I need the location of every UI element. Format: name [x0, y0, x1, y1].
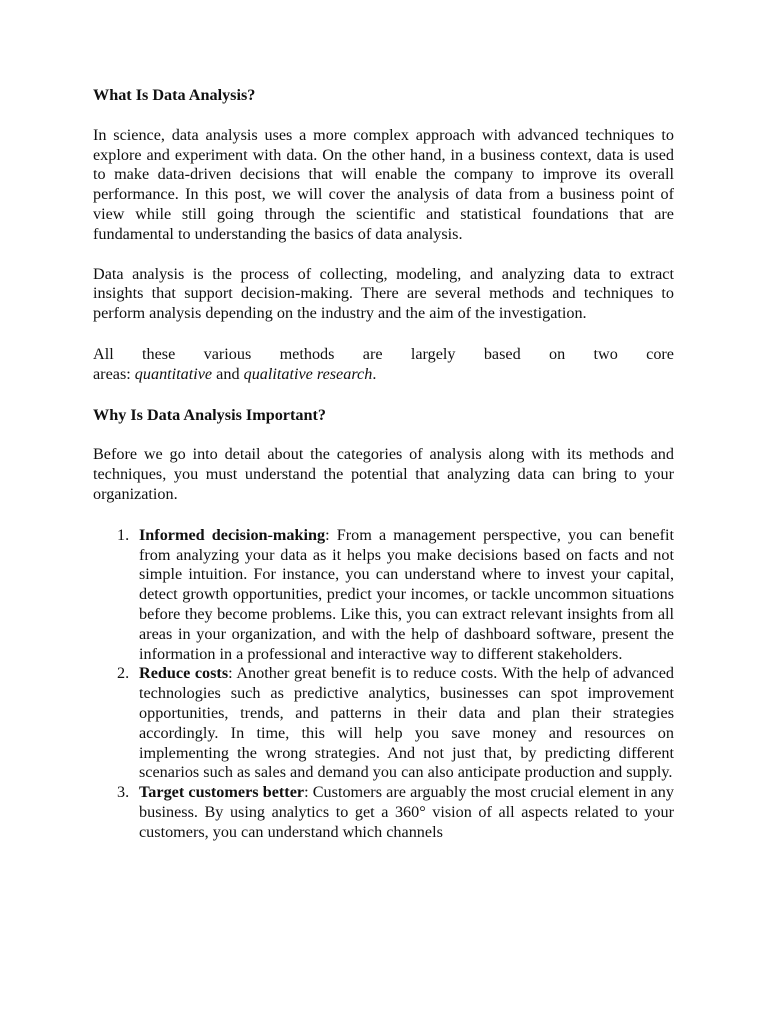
list-item-target-customers [93, 783, 674, 842]
list-item-text: : Another great benefit is to reduce costs. With the help of advanced technologies such as predictive analytics, businesses can spot improvement opportunities, trends, and patterns in their data and plan their strategies accordingly. In time, this will help you save money and resources on implementing the wrong strategies. And not just that, by predicting different scenarios such as sales and demand you can also anticipate production and supply. [139, 664, 674, 782]
list-item-title: Informed decision-making [139, 525, 326, 544]
core-areas-prefix: areas: [93, 364, 135, 383]
list-number: 1. [117, 525, 130, 544]
list-item-informed-decision-making [93, 526, 674, 665]
paragraph-definition: Data analysis is the process of collecting, modeling, and analyzing data to extract insights that support decision-making. There are several methods and techniques to perform analysis depending on the industry and the aim of the investigation. [93, 264, 674, 323]
list-item-text: : Customers are arguably the most crucial element in any business. By using analytics to get a 360° vision of all aspects related to your customers, you can understand which channels [139, 783, 674, 841]
benefits-list [93, 526, 674, 843]
core-areas-line-2 [93, 365, 674, 385]
heading-why-important: Why Is Data Analysis Important? [93, 405, 326, 424]
list-item-title: Target customers better [139, 783, 305, 802]
list-item-text: : From a management perspective, you can benefit from analyzing your data as it helps you make decisions based on facts and not simple intuition. For instance, you can understand where to invest your capital, detect growth opportunities, predict your incomes, or tackle uncommon situations before they become problems. Like this, you can extract relevant insights from all areas in your organization, and with the help of dashboard software, present the information in a professional and interactive way to different stakeholders. [139, 525, 674, 663]
term-qualitative-research: qualitative research [243, 364, 373, 383]
heading-what-is-data-analysis: What Is Data Analysis? [93, 86, 256, 104]
list-item-reduce-costs [93, 664, 674, 783]
list-item-title: Reduce costs [139, 664, 229, 683]
list-number: 3. [117, 783, 130, 802]
paragraph-core-areas [93, 345, 674, 385]
term-quantitative: quantitative [134, 364, 213, 383]
paragraph-science-context: In science, data analysis uses a more complex approach with advanced techniques to explore and experiment with data. On the other hand, in a business context, data is used to make data-driven decisions that will enable the company to improve its overall performance. In this post, we will cover the analysis of data from a business point of view while still going through the scientific and statistical foundations that are fundamental to understanding the basics of data analysis. [93, 125, 674, 243]
paragraph-before-detail: Before we go into detail about the categories of analysis along with its methods and techniques, you must understand the potential that analyzing data can bring to your organization. [93, 445, 674, 503]
core-areas-line-1: All these various methods are largely based on two core [93, 344, 674, 363]
document-page [93, 86, 674, 843]
core-areas-and: and [212, 364, 244, 383]
core-areas-end: . [372, 364, 377, 383]
list-number: 2. [117, 664, 130, 683]
